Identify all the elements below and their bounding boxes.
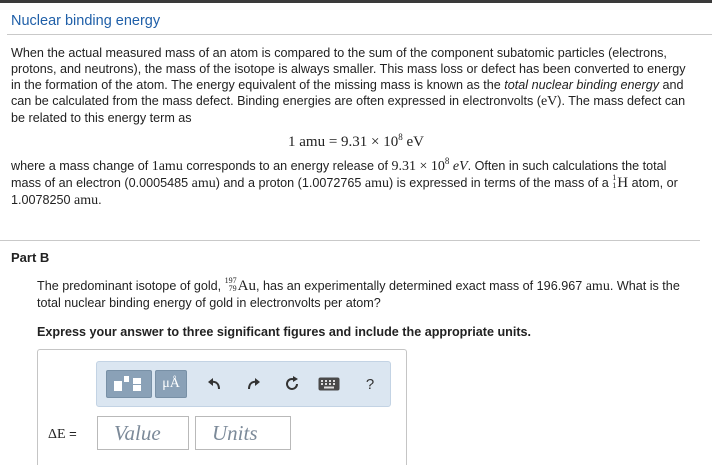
answer-instruction: Express your answer to three significant figures and include the appropriate units. <box>37 325 532 339</box>
redo-button[interactable] <box>240 370 268 398</box>
units-input[interactable] <box>195 416 291 450</box>
gold-nuclide: 197 79 Au <box>224 276 256 294</box>
value-input[interactable] <box>97 416 189 450</box>
delta-e-label: ΔE = <box>48 426 77 442</box>
part-divider <box>0 240 700 241</box>
units-symbols-label: μÅ <box>162 376 180 391</box>
question-text: The predominant isotope of gold, 197 79 Au, has an experimentally determined exact mass of 196.967 amu. What is the total nuclear binding energy of gold in electronvolts per atom? <box>37 276 680 311</box>
part-b-heading: Part B <box>11 250 50 265</box>
keyboard-button[interactable] <box>315 370 343 398</box>
help-label: ? <box>365 375 375 393</box>
hydrogen-nuclide: 1 1 H <box>612 173 629 191</box>
help-button[interactable] <box>356 370 384 398</box>
intro-section <box>0 3 712 209</box>
undo-button[interactable] <box>200 370 228 398</box>
templates-button[interactable] <box>106 370 152 398</box>
mass-paragraph: where a mass change of 1amu corresponds to an energy release of $9.31 \times 10^8$ eV. Often in such calculations the total mass of an electron (0.0005485 amu) and a proton (1.0072765 amu) is expressed in terms of the mass of a 1 1 H atom, or 1.0078250 amu. <box>11 156 678 209</box>
undo-arrow-icon <box>206 376 222 392</box>
reset-button[interactable] <box>278 370 306 398</box>
reset-circle-icon <box>283 375 301 393</box>
templates-icon <box>111 374 147 394</box>
amu-energy-equation: 1 amu = $9.31 \times 10^8$ eV <box>288 132 424 150</box>
page-title: Nuclear binding energy <box>11 13 161 29</box>
keyboard-icon <box>318 377 340 391</box>
math-toolbar <box>96 361 391 407</box>
redo-arrow-icon <box>246 376 262 392</box>
units-symbols-button[interactable] <box>155 370 187 398</box>
intro-paragraph: When the actual measured mass of an atom is compared to the sum of the component subatomic particles (electrons, protons, and neutrons), the mass of the isotope is always smaller. This mass loss or defect has been converted to energy in the formation of the atom. The energy equivalent of the missing mass is known as the total nuclear binding energy and can be calculated from the mass defect. Binding energies are often expressed in electronvolts (eV). The mass defect can be related to this energy term as <box>11 46 686 125</box>
